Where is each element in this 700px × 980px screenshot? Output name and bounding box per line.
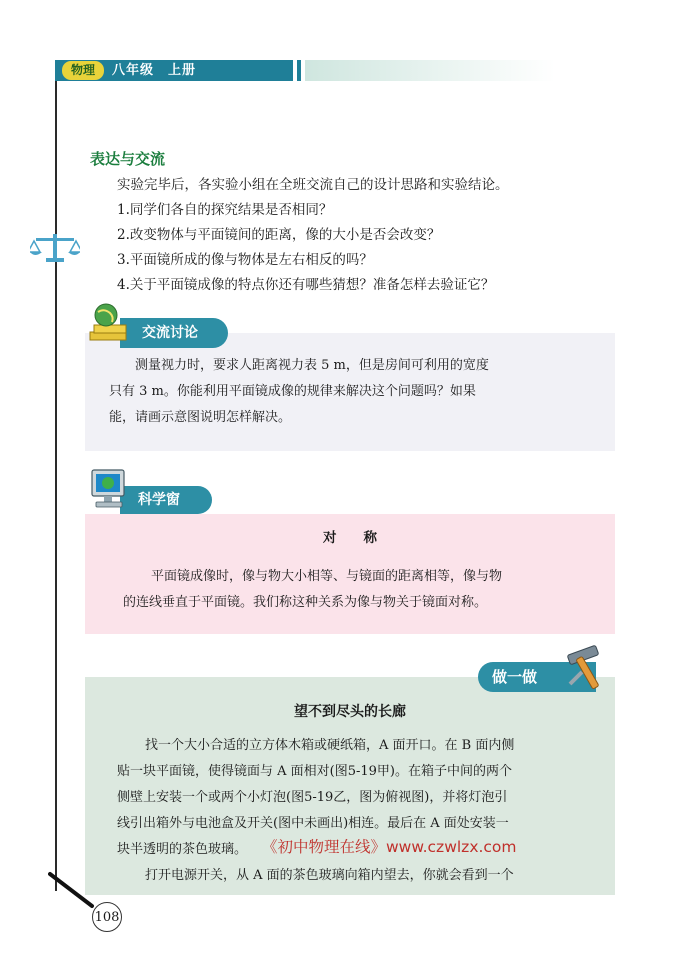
page-number: 108 [92, 902, 122, 932]
discussion-box [85, 333, 615, 451]
discussion-line: 测量视力时，要求人距离视力表 5 m，但是房间可利用的宽度 [135, 358, 489, 373]
subject-badge: 物理 [62, 61, 104, 80]
margin-rule [55, 81, 57, 891]
section-line: 2.改变物体与平面镜间的距离，像的大小是否会改变？ [117, 227, 441, 243]
section-title: 表达与交流 [90, 150, 166, 168]
section-line: 实验完毕后，各实验小组在全班交流自己的设计思路和实验结论。 [117, 177, 509, 193]
discussion-line: 能，请画示意图说明怎样解决。 [109, 410, 292, 425]
discussion-line: 只有 3 m。你能利用平面镜成像的规律来解决这个问题吗？如果 [109, 384, 476, 399]
activity-badge: 做一做 [478, 662, 596, 692]
activity-line: 贴一块平面镜，使得镜面与 A 面相对(图5-19甲)。在箱子中间的两个 [117, 764, 513, 779]
activity-line: 块半透明的茶色玻璃。 [117, 842, 248, 857]
balance-scale-icon [30, 230, 80, 264]
science-line: 的连线垂直于平面镜。我们称这种关系为像与物关于镜面对称。 [123, 595, 488, 610]
activity-line: 线引出箱外与电池盒及开关(图中未画出)相连。最后在 A 面处安装一 [117, 816, 509, 831]
header-separator [297, 60, 301, 81]
discussion-badge: 交流讨论 [120, 318, 228, 348]
activity-line: 找一个大小合适的立方体木箱或硬纸箱，A 面开口。在 B 面内侧 [145, 738, 515, 753]
section-line: 3.平面镜所成的像与物体是左右相反的吗？ [117, 252, 373, 268]
science-title: 对 称 [323, 530, 377, 546]
header-gradient-band [305, 60, 555, 81]
section-line: 1.同学们各自的探究结果是否相同？ [117, 202, 333, 218]
activity-title: 望不到尽头的长廊 [294, 704, 406, 720]
watermark: 《初中物理在线》www.czwlzx.com [262, 838, 517, 856]
grade-label: 八年级 上册 [112, 63, 197, 78]
science-line: 平面镜成像时，像与物大小相等、与镜面的距离相等，像与物 [151, 569, 503, 584]
globe-books-icon [84, 302, 134, 348]
science-badge: 科学窗 [120, 486, 212, 514]
hammer-wrench-icon [560, 640, 614, 694]
activity-box [85, 677, 615, 895]
activity-line: 侧壁上安装一个或两个小灯泡(图5-19乙，图为俯视图)，并将灯泡引 [117, 790, 508, 805]
science-box [85, 514, 615, 634]
section-line: 4.关于平面镜成像的特点你还有哪些猜想？准备怎样去验证它？ [117, 277, 495, 293]
activity-line: 打开电源开关，从 A 面的茶色玻璃向箱内望去，你就会看到一个 [145, 868, 514, 883]
computer-monitor-icon [88, 466, 134, 512]
